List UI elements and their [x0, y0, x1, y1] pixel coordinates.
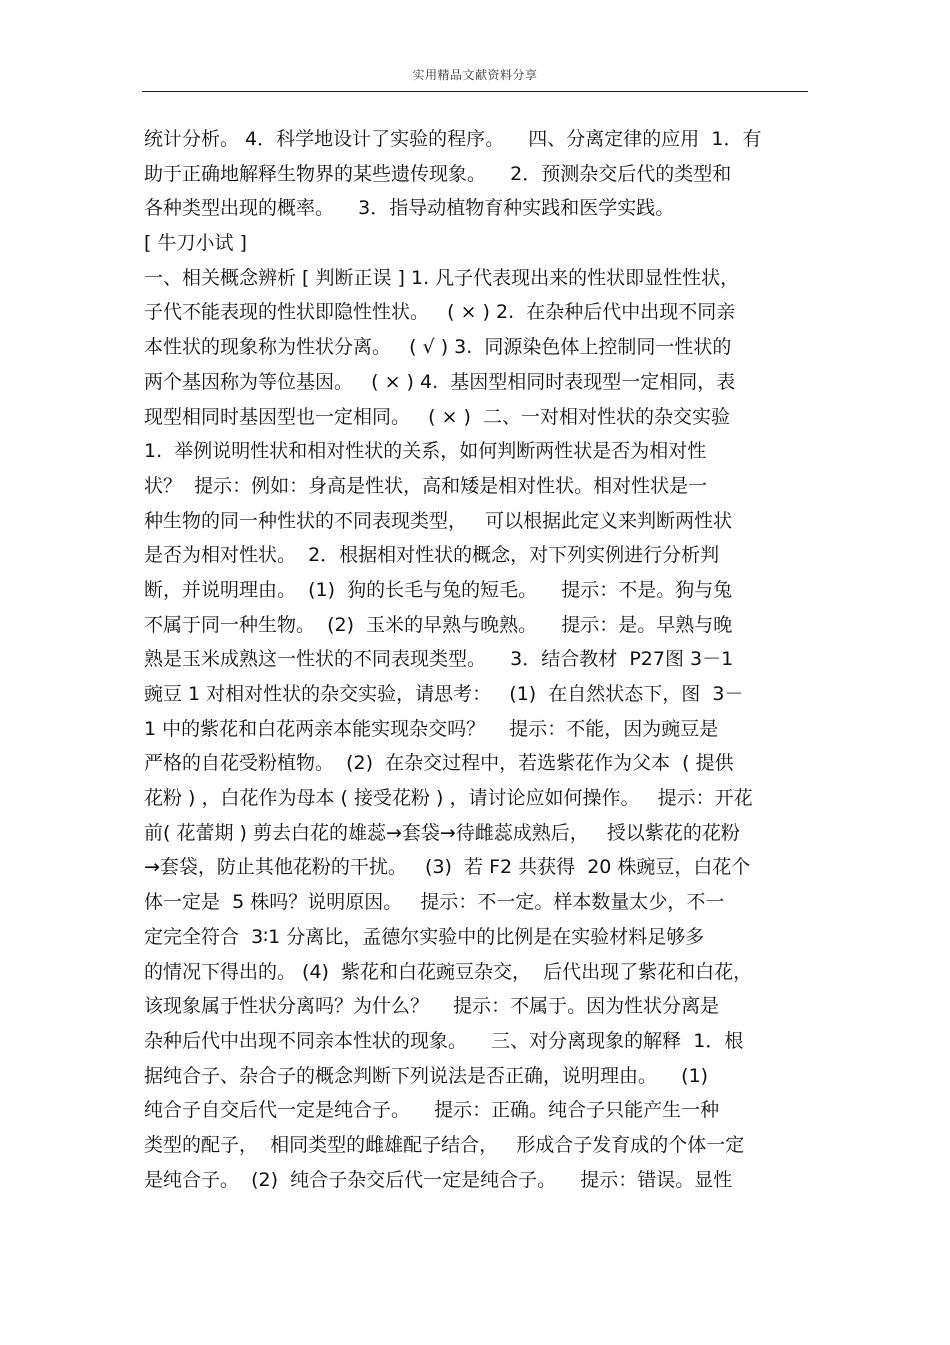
text-line: 断，并说明理由。 (1) 狗的长毛与兔的短毛。 提示：不是。狗与兔: [144, 578, 733, 601]
text-line: 定完全符合 3∶1 分离比，孟德尔实验中的比例是在实验材料足够多: [144, 925, 705, 948]
text-line: 杂种后代中出现不同亲本性状的现象。 三、对分离现象的解释 1．根: [144, 1029, 744, 1052]
text-line: 是纯合子。 (2) 纯合子杂交后代一定是纯合子。 提示：错误。显性: [144, 1168, 733, 1191]
text-line: 种生物的同一种性状的不同表现类型， 可以根据此定义来判断两性状: [144, 509, 733, 532]
text-line: 纯合子自交后代一定是纯合子。 提示：正确。纯合子只能产生一种: [144, 1099, 720, 1122]
text-line: 该现象属于性状分离吗？为什么？ 提示：不属于。因为性状分离是: [144, 995, 720, 1018]
text-line: 严格的自花受粉植物。 (2) 在杂交过程中，若选紫花作为父本 ( 提供: [144, 752, 734, 775]
page-header-title: 实用精品文献资料分享: [412, 68, 538, 82]
text-line: 本性状的现象称为性状分离。 ( √ ) 3. 同源染色体上控制同一性状的: [144, 336, 732, 359]
text-line: 熟是玉米成熟这一性状的不同表现类型。 3．结合教材 P27图 3－1: [144, 648, 734, 671]
text-line: 花粉 ) ，白花作为母本 ( 接受花粉 ) ，请讨论应如何操作。 提示：开花: [144, 787, 753, 810]
text-line: 现型相同时基因型也一定相同。 ( × ) 二、一对相对性状的杂交实验: [144, 405, 731, 428]
text-line: 1. 举例说明性状和相对性状的关系，如何判断两性状是否为相对性: [144, 440, 707, 463]
text-line: 子代不能表现的性状即隐性性状。 ( × ) 2. 在杂种后代中出现不同亲: [144, 301, 736, 324]
text-line: 两个基因称为等位基因。 ( × ) 4. 基因型相同时表现型一定相同，表: [144, 370, 736, 393]
text-line: 助于正确地解释生物界的某些遗传现象。 2．预测杂交后代的类型和: [144, 162, 732, 185]
text-line: 不属于同一种生物。 (2) 玉米的早熟与晚熟。 提示：是。早熟与晚: [144, 613, 733, 636]
text-line: 据纯合子、杂合子的概念判断下列说法是否正确，说明理由。 (1): [144, 1064, 709, 1087]
text-line: 豌豆 1 对相对性状的杂交实验，请思考： (1) 在自然状态下，图 3－: [144, 683, 744, 705]
text-line: 各种类型出现的概率。 3．指导动植物育种实践和医学实践。: [144, 197, 675, 220]
text-line: 是否为相对性状。 2．根据相对性状的概念，对下列实例进行分析判: [144, 544, 720, 567]
text-line: 前( 花蕾期 ) 剪去白花的雄蕊→套袋→待雌蕊成熟后， 授以紫花的花粉: [144, 821, 740, 844]
text-line: 1 中的紫花和白花两亲本能实现杂交吗？ 提示：不能，因为豌豆是: [144, 717, 719, 740]
text-line: 体一定是 5 株吗？说明原因。 提示：不一定。样本数量太少，不一: [144, 891, 725, 914]
text-line: 的情况下得出的。 (4) 紫花和白花豌豆杂交， 后代出现了紫花和白花，: [144, 960, 753, 983]
text-line: 类型的配子， 相同类型的雌雄配子结合， 形成合子发育成的个体一定: [144, 1133, 745, 1156]
text-line: 一、相关概念辨析 [ 判断正误 ] 1. 凡子代表现出来的性状即显性性状，: [144, 266, 740, 289]
text-line: 统计分析。 4．科学地设计了实验的程序。 四、分离定律的应用 1．有: [144, 128, 762, 150]
text-line: 状？ 提示：例如：身高是性状，高和矮是相对性状。相对性状是一: [144, 474, 708, 497]
section-label-practice: [ 牛刀小试 ]: [144, 232, 247, 255]
header-divider: [142, 91, 808, 92]
document-body: [144, 122, 816, 1197]
text-line: →套袋，防止其他花粉的干扰。 (3) 若 F2 共获得 20 株豌豆，白花个: [144, 856, 751, 879]
